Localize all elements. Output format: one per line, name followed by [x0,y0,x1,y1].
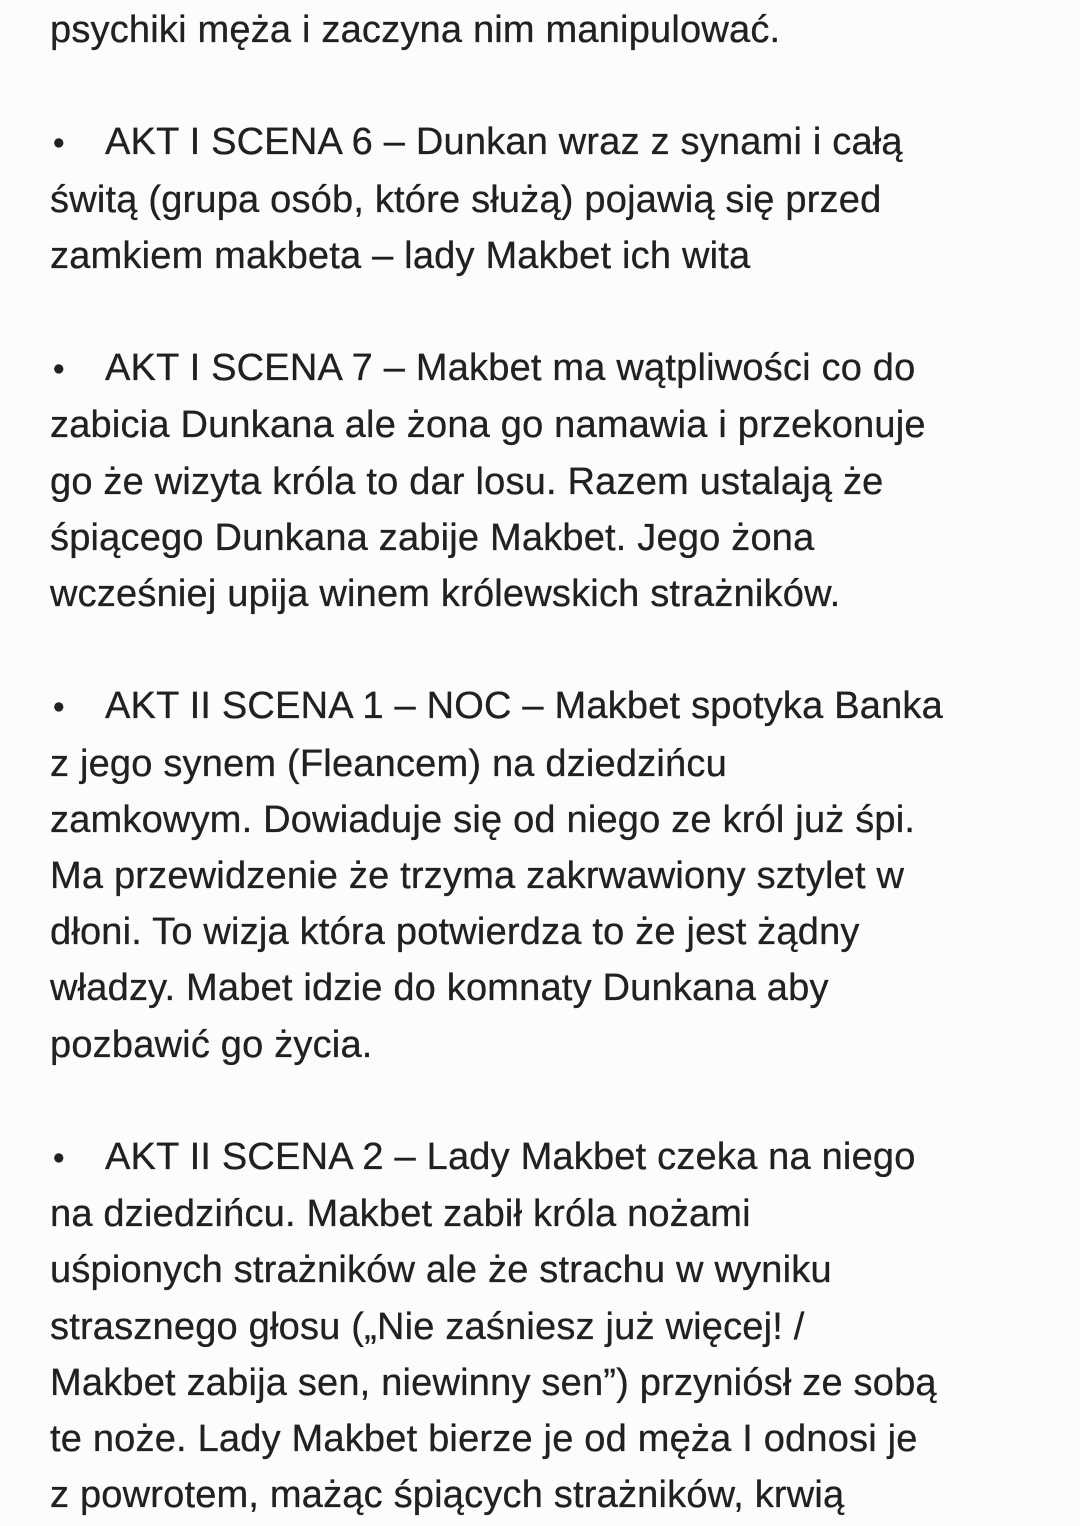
text-line: dłoni. To wizja która potwierdza to że jest żądny [50,911,860,954]
text-line: psychiki męża i zaczyna nim manipulować. [50,9,781,51]
bullet-akt1-scena7 [50,340,1052,622]
text-line: na dziedzińcu. Makbet zabił króla nożami [50,1193,751,1236]
text-line: zamkiem makbeta – lady Makbet ich wita [50,234,751,277]
bullet-icon: • [53,124,65,162]
text-line: zabicia Dunkana ale żona go namawia i przekonuje [50,404,926,447]
text-line: zamkowym. Dowiaduje się od niego ze król już śpi. [50,798,916,841]
text-line: władzy. Mabet idzie do komnaty Dunkana aby [50,967,829,1010]
bullet-akt1-scena6 [50,114,1052,284]
bullet-line-text: AKT I SCENA 6 – Dunkan wraz z synami i całą [105,121,903,164]
text-line: pozbawić go życia. [50,1023,373,1066]
bullet-line-text: AKT II SCENA 1 – NOC – Makbet spotyka Banka [105,685,943,728]
bullet-icon: • [53,350,65,388]
bullet-line-text: AKT II SCENA 2 – Lady Makbet czeka na niego [105,1136,916,1178]
text-line [50,114,1052,171]
text-line: Makbet zabija sen, niewinny sen”) przyniósł ze sobą [50,1361,937,1404]
bullet-icon: • [53,1139,65,1176]
text-line: te noże. Lady Makbet bierze je od męża I odnosi je [50,1418,918,1461]
paragraph-continuation [50,2,1052,58]
text-line: wcześniej upija winem królewskich strażników. [50,573,841,615]
text-line: świtą (grupa osób, które służą) pojawią się przed [50,178,882,221]
bullet-akt2-scena2 [50,1129,1052,1523]
text-line [50,1129,1052,1186]
text-line: strasznego głosu („Nie zaśniesz już więcej! / [50,1305,805,1348]
text-line: śpiącego Dunkana zabije Makbet. Jego żona [50,516,815,559]
text-line [50,678,1052,735]
text-line: z powrotem, mażąc śpiących strażników, krwią [50,1474,845,1517]
text-line: uśpionych strażników ale że strachu w wyniku [50,1249,832,1292]
bullet-akt2-scena1 [50,678,1052,1072]
bullet-icon: • [53,688,65,726]
text-line: Ma przewidzenie że trzyma zakrwawiony sztylet w [50,855,905,897]
text-line: z jego synem (Fleancem) na dziedzińcu [50,742,727,785]
text-line: go że wizyta króla to dar losu. Razem ustalają że [50,460,884,503]
bullet-line-text: AKT I SCENA 7 – Makbet ma wątpliwości co do [105,347,916,390]
text-line [50,340,1052,397]
